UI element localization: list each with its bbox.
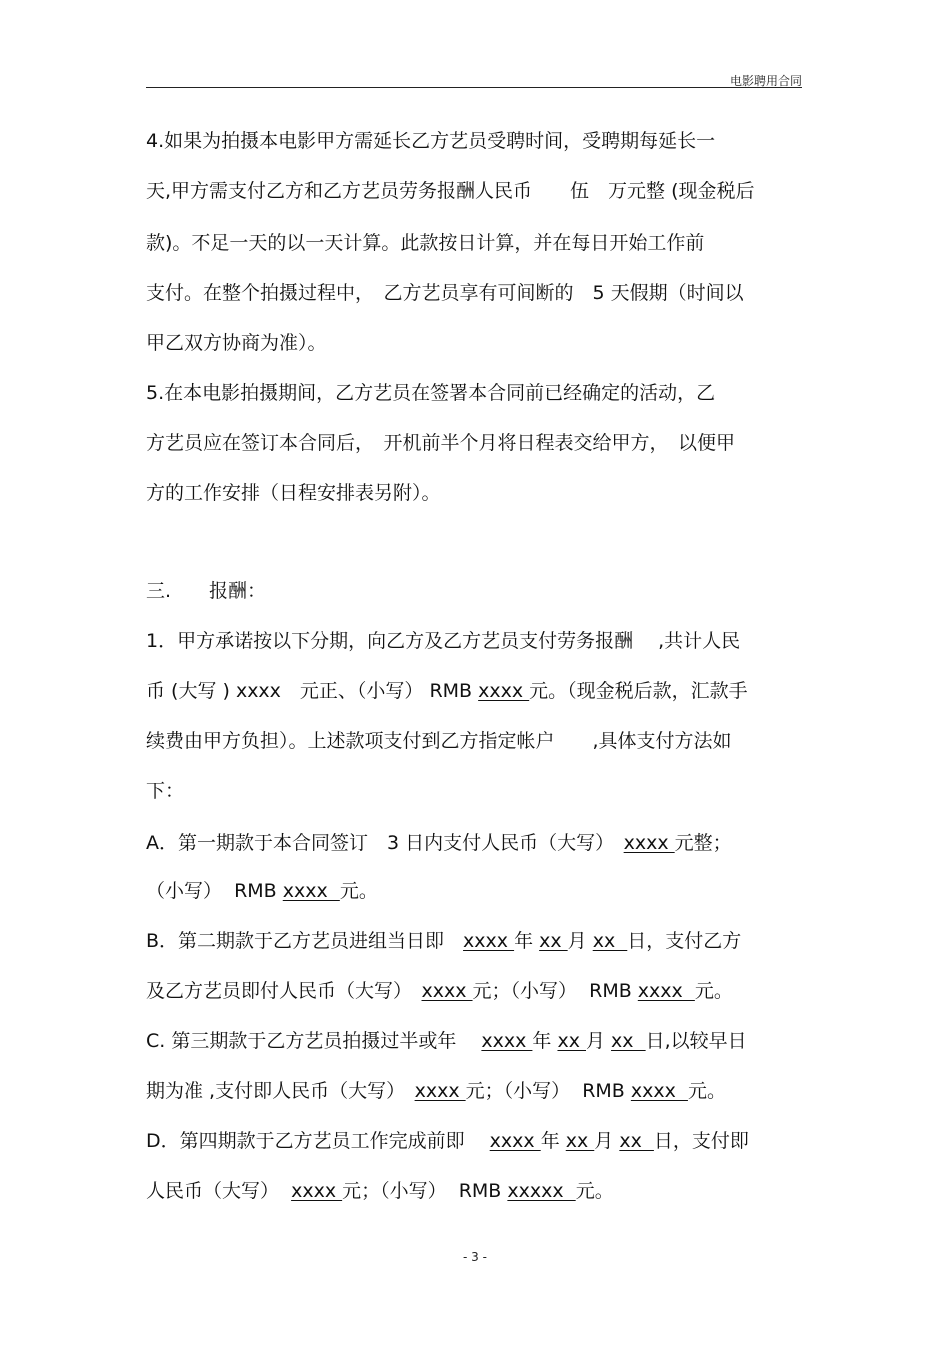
paragraph-5-line-3: 方的工作安排（日程安排表另附）。 — [146, 482, 441, 504]
blank-field: xxxx — [421, 980, 473, 1002]
blank-field: xxxx — [637, 980, 695, 1002]
blank-field: xx — [619, 1130, 654, 1152]
paragraph-4-line-3: 款)。不足一天的以一天计算。此款按日计算，并在每日开始工作前 — [146, 232, 705, 254]
blank-field: xxxx — [463, 930, 515, 952]
text-segment: 元。 — [575, 1180, 614, 1202]
paragraph-5-line-2: 方艺员应在签订本合同后， 开机前半个月将日程表交给甲方， 以便甲 — [146, 432, 736, 454]
blank-field: xxxx — [481, 1030, 533, 1052]
text-segment: 月 — [586, 1030, 612, 1052]
text-segment: 元；（小写） RMB — [465, 1080, 631, 1102]
blank-field: xxxx — [282, 880, 340, 902]
clause-1-line-2 — [146, 676, 806, 706]
blank-field: xxxx — [291, 1180, 343, 1202]
text-segment: 年 — [532, 1030, 558, 1052]
paragraph-4-line-1: 4.如果为拍摄本电影甲方需延长乙方艺员受聘时间，受聘期每延长一 — [146, 130, 716, 152]
text-segment: 日,以较早日 — [645, 1030, 747, 1052]
clause-1-line-1: 1．甲方承诺按以下分期，向乙方及乙方艺员支付劳务报酬 ,共计人民 — [146, 630, 741, 652]
payment-a-line-1 — [146, 828, 806, 858]
text-segment: 人民币（大写） — [146, 1180, 292, 1202]
payment-a-line-2 — [146, 876, 806, 906]
text-segment: D．第四期款于乙方艺员工作完成前即 — [146, 1130, 490, 1152]
text-segment: 日，支付乙方 — [627, 930, 742, 952]
payment-c-line-2 — [146, 1076, 806, 1106]
text-segment: 月 — [567, 930, 593, 952]
paragraph-5-line-1: 5.在本电影拍摄期间，乙方艺员在签署本合同前已经确定的活动，乙 — [146, 382, 716, 404]
blank-field: xxxx — [623, 832, 675, 854]
text-segment: 元。 — [339, 880, 378, 902]
blank-field: xx — [611, 1030, 646, 1052]
text-segment: 元；（小写） RMB — [342, 1180, 508, 1202]
blank-field: xxxx — [630, 1080, 688, 1102]
text-segment: 期为准 ,支付即人民币（大写） — [146, 1080, 415, 1102]
text-segment: （小写） RMB — [146, 880, 283, 902]
blank-field: xxxx — [414, 1080, 466, 1102]
blank-field: xxxx — [489, 1130, 541, 1152]
blank-field: xx — [565, 1130, 595, 1152]
payment-b-line-1 — [146, 926, 806, 956]
header-divider — [146, 87, 802, 88]
text-segment: 日，支付即 — [653, 1130, 749, 1152]
clause-1-line-4: 下： — [146, 780, 185, 802]
text-segment: 元；（小写） RMB — [472, 980, 638, 1002]
text-segment: 年 — [514, 930, 540, 952]
blank-field: xxxx — [478, 680, 530, 702]
text-segment: 月 — [594, 1130, 620, 1152]
paragraph-4-line-4: 支付。在整个拍摄过程中， 乙方艺员享有可间断的 5 天假期（时间以 — [146, 282, 744, 304]
text-segment: 元。（现金税后款，汇款手 — [529, 680, 748, 702]
text-segment: B．第二期款于乙方艺员进组当日即 — [146, 930, 464, 952]
text-segment: 元。 — [694, 980, 733, 1002]
blank-field: xx — [539, 930, 568, 952]
text-segment: 币 (大写 ) xxxx 元正、（小写） RMB — [146, 680, 479, 702]
blank-field: xx — [557, 1030, 586, 1052]
page-number: - 3 - — [463, 1250, 487, 1264]
section-3-title: 三. 报酬： — [146, 580, 267, 602]
payment-c-line-1 — [146, 1026, 806, 1056]
header-title: 电影聘用合同 — [729, 74, 802, 88]
text-segment: 元整； — [674, 832, 732, 854]
payment-d-line-1 — [146, 1126, 806, 1156]
text-segment: 及乙方艺员即付人民币（大写） — [146, 980, 422, 1002]
clause-1-line-3: 续费由甲方负担）。上述款项支付到乙方指定帐户 ,具体支付方法如 — [146, 730, 732, 752]
text-segment: 元。 — [687, 1080, 726, 1102]
blank-field: xxxxx — [507, 1180, 576, 1202]
text-segment: 年 — [540, 1130, 566, 1152]
paragraph-4-line-5: 甲乙双方协商为准）。 — [146, 332, 327, 354]
text-segment: A．第一期款于本合同签订 3 日内支付人民币（大写） — [146, 832, 624, 854]
paragraph-4-line-2: 天,甲方需支付乙方和乙方艺员劳务报酬人民币 伍 万元整 (现金税后 — [146, 180, 755, 202]
text-segment: C. 第三期款于乙方艺员拍摄过半或年 — [146, 1030, 482, 1052]
payment-d-line-2 — [146, 1176, 806, 1206]
blank-field: xx — [592, 930, 628, 952]
payment-b-line-2 — [146, 976, 806, 1006]
